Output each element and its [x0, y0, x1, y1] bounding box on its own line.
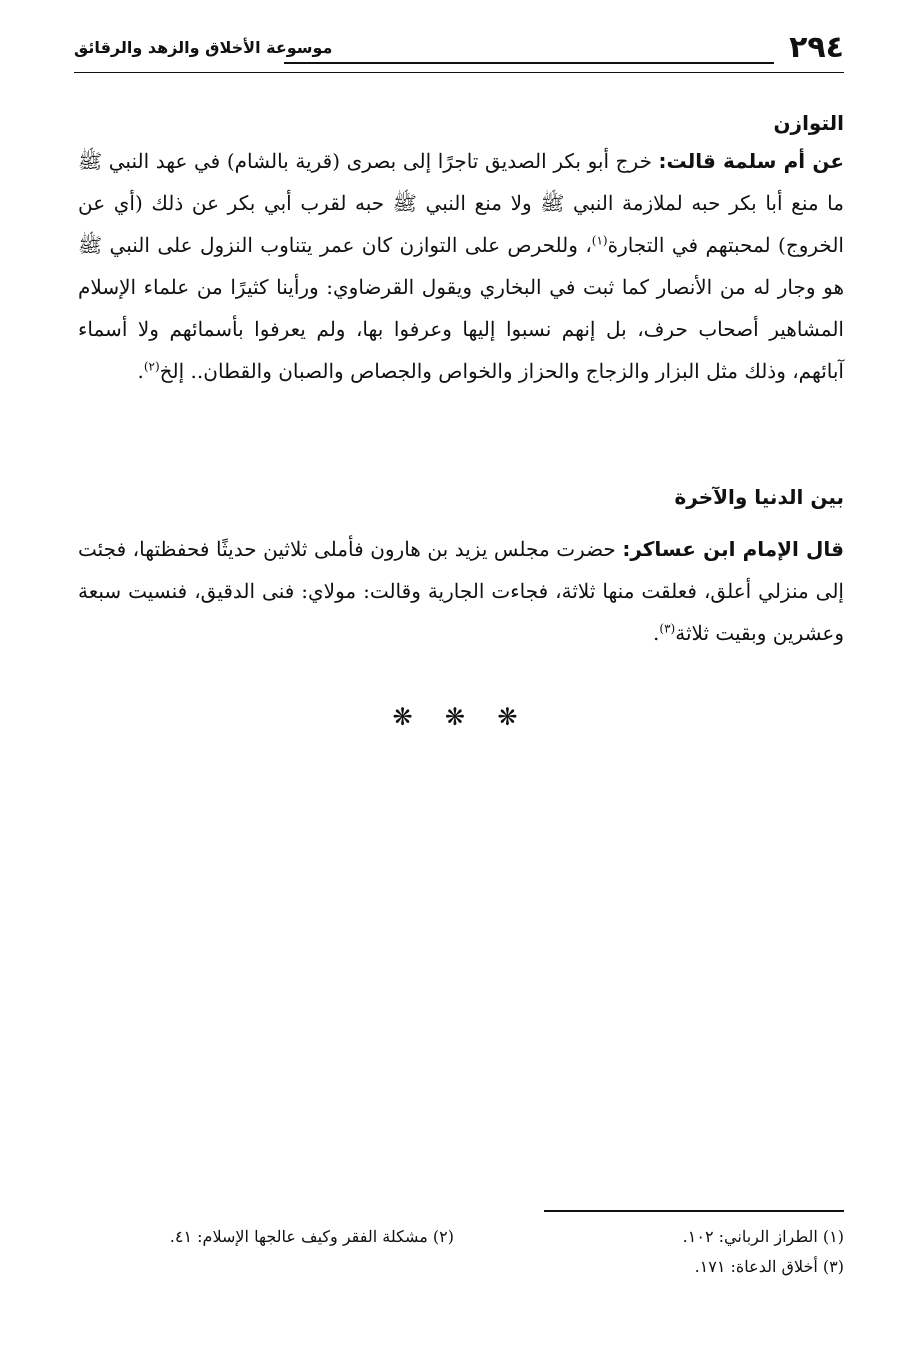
paragraph-lead: قال الإمام ابن عساكر: — [622, 537, 844, 561]
footnote-1: (١) الطراز الرباني: ١٠٢. — [682, 1227, 844, 1246]
footnote-ref-1[interactable]: (١) — [591, 233, 608, 248]
section-heading-balance: التوازن — [773, 111, 844, 135]
paragraph-text: ، وللحرص على التوازن كان عمر يتناوب النزول على النبي ﷺ هو وجار له من الأنصار كما ثبت في البخاري ويقول القرضاوي: ورأينا كثيرًا من علماء الإسلام المشاهير أصحاب حرف، بل إنهم نسبوا إليها وعرفوا بها، ولم يعرفوا بأسمائهم ولا أسماء آبائهم، وذلك مثل البزار والزجاج والحزاز والخواص والجصاص والصبان والقطان.. إلخ — [78, 233, 844, 383]
page-header — [74, 28, 844, 76]
footnote-ref-3[interactable]: (٣) — [659, 621, 676, 636]
footnote-divider — [544, 1210, 844, 1212]
page-number: ٢٩٤ — [789, 30, 844, 65]
paragraph-lead: عن أم سلمة قالت: — [658, 149, 845, 173]
paragraph-text: . — [137, 359, 144, 383]
header-divider — [284, 62, 774, 64]
footnote-3: (٣) أخلاق الدعاة: ١٧١. — [694, 1257, 844, 1276]
header-underline — [74, 72, 844, 73]
paragraph-text: . — [653, 621, 660, 645]
section-heading-world-hereafter: بين الدنيا والآخرة — [674, 485, 844, 509]
paragraph-text: حضرت مجلس يزيد بن هارون فأملى ثلاثين حديثًا فحفظتها، فجئت إلى منزلي أعلق، فعلقت منها ثلاثة، فجاءت الجارية وقالت: مولاي: فنى الدقيق، فنسيت سبعة وعشرين وبقيت ثلاثة — [78, 537, 844, 645]
footnote-2: (٢) مشكلة الفقر وكيف عالجها الإسلام: ٤١. — [169, 1227, 454, 1246]
section-separator: ❋ ❋ ❋ — [392, 703, 530, 731]
paragraph-text: خرج أبو بكر الصديق تاجرًا إلى بصرى (قرية بالشام) في عهد النبي ﷺ ما منع أبا بكر حبه لملازمة النبي ﷺ ولا منع النبي ﷺ حبه لقرب أبي بكر عن ذلك (أي عن الخروج) لمحبتهم في التجارة — [78, 149, 844, 257]
footnotes — [78, 1222, 844, 1292]
running-title: موسوعة الأخلاق والزهد والرقائق — [74, 38, 333, 57]
footnote-ref-2[interactable]: (٢) — [143, 359, 160, 374]
paragraph-balance — [78, 140, 844, 392]
paragraph-world-hereafter — [78, 528, 844, 654]
